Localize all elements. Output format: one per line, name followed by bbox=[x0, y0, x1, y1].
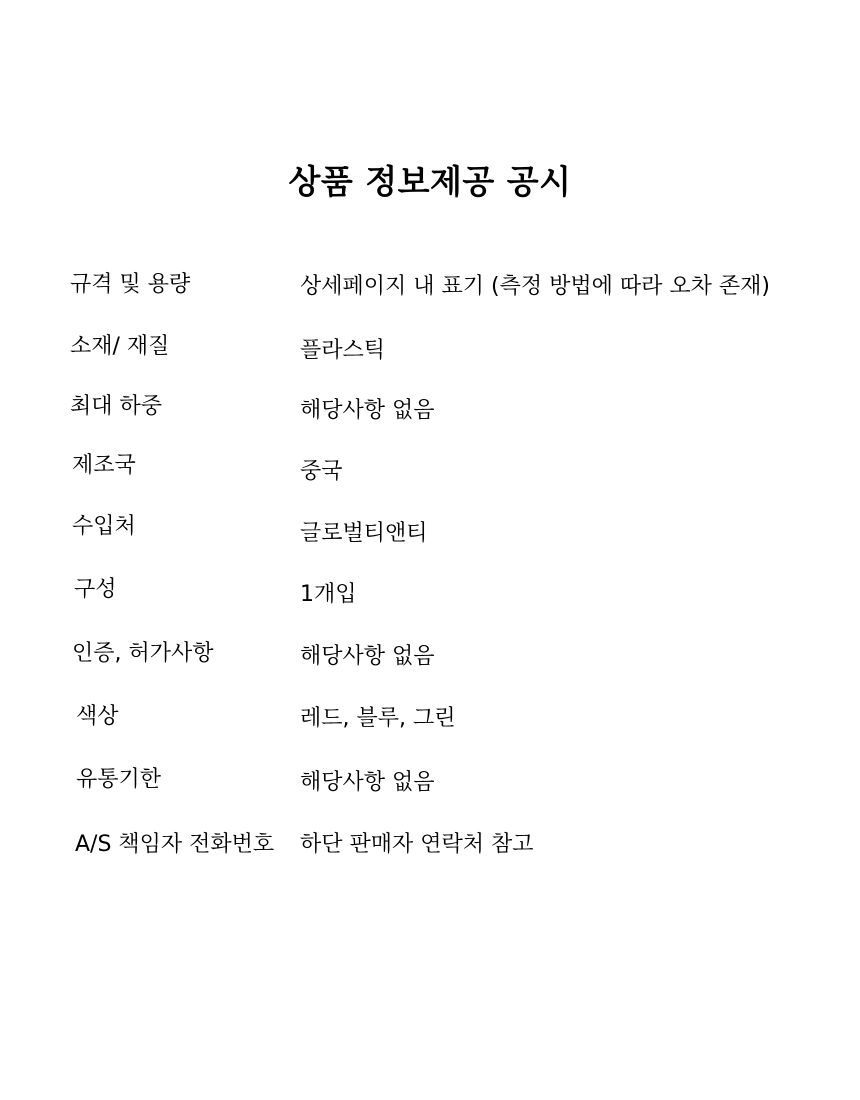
info-row-size bbox=[0, 270, 860, 310]
info-value: 플라스틱 bbox=[300, 338, 386, 363]
info-row-origin bbox=[0, 451, 860, 491]
info-label: 구성 bbox=[74, 577, 117, 602]
info-row-material bbox=[0, 332, 860, 372]
page-title: 상품 정보제공 공시 bbox=[288, 162, 572, 201]
info-value: 상세페이지 내 표기 (측정 방법에 따라 오차 존재) bbox=[300, 274, 770, 299]
info-label: 수입처 bbox=[72, 514, 136, 539]
info-value: 글로벌티앤티 bbox=[300, 521, 428, 546]
info-row-expiration bbox=[0, 765, 860, 805]
info-label: 인증, 허가사항 bbox=[72, 641, 214, 666]
info-label: 최대 하중 bbox=[70, 394, 163, 419]
info-label: A/S 책임자 전화번호 bbox=[75, 832, 275, 857]
info-row-certification bbox=[0, 639, 860, 679]
info-row-importer bbox=[0, 512, 860, 552]
info-value: 레드, 블루, 그린 bbox=[300, 706, 456, 731]
info-row-max-load bbox=[0, 392, 860, 432]
info-value: 하단 판매자 연락처 참고 bbox=[300, 832, 534, 857]
info-value: 1개입 bbox=[300, 582, 357, 607]
info-label: 제조국 bbox=[72, 453, 136, 478]
info-row-composition bbox=[0, 575, 860, 615]
info-row-color bbox=[0, 702, 860, 742]
info-row-as-contact bbox=[0, 830, 860, 870]
info-label: 소재/ 재질 bbox=[70, 334, 170, 359]
info-value: 중국 bbox=[300, 459, 343, 484]
info-label: 유통기한 bbox=[76, 767, 162, 792]
info-value: 해당사항 없음 bbox=[300, 644, 435, 669]
info-label: 규격 및 용량 bbox=[70, 272, 191, 297]
info-value: 해당사항 없음 bbox=[300, 770, 435, 795]
info-value: 해당사항 없음 bbox=[300, 398, 435, 423]
info-label: 색상 bbox=[76, 704, 119, 729]
